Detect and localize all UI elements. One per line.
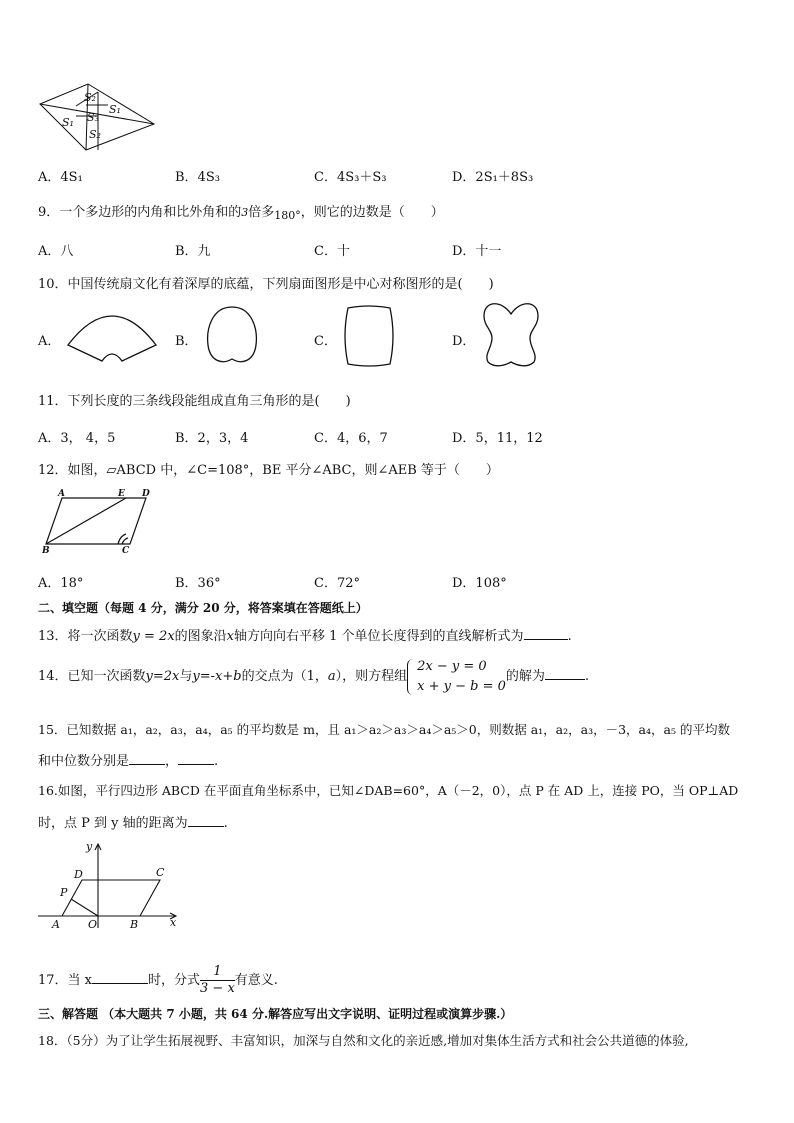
q12-label-b: B (42, 546, 50, 554)
q8-label-s2-bottom: S₂ (89, 128, 101, 141)
q16-text-a: 时，点 P 到 y 轴的距离为 (38, 816, 188, 831)
q17-frac-num: 1 (200, 964, 235, 981)
fan-shape-a-icon (64, 305, 160, 367)
q16-label-d: D (74, 868, 83, 881)
q13-question (38, 625, 572, 644)
q13-text-a: 13．将一次函数 (38, 629, 133, 644)
q14-eq2: x + y − b = 0 (417, 678, 506, 694)
q11-option-b[interactable]: B．2，3，4 (175, 431, 249, 446)
q13-text-d: . (567, 629, 572, 644)
q8-figure (36, 80, 158, 154)
q15-line1: 15．已知数据 a₁，a₂，a₃，a₄，a₅ 的平均数是 m，且 a₁＞a₂＞a₃＞a₄＞a₅＞0，则数据 a₁，a₂，a₃，－3，a₄，a₅ 的平均数 (38, 722, 730, 737)
q8-option-c[interactable]: C．4S₃＋S₃ (314, 170, 387, 185)
q10-option-a[interactable]: A． (38, 334, 61, 349)
q13-formula: y = 2x (132, 629, 175, 644)
q16-line2 (38, 812, 228, 831)
q14-f2: y=-x+b (192, 669, 242, 684)
q16-label-x: x (170, 916, 177, 929)
q12-question: 12．如图，▱ABCD 中，∠C=108°，BE 平分∠ABC，则∠AEB 等于（ ） (38, 463, 499, 478)
q9-option-b[interactable]: B．九 (175, 244, 211, 259)
section-2-heading: 二、填空题（每题 4 分，满分 20 分，将答案填在答题纸上） (38, 601, 368, 615)
q14-text-f: . (584, 669, 590, 684)
q12-option-c[interactable]: C．72° (314, 576, 360, 591)
q15-text-c: . (214, 754, 219, 769)
fan-shape-b-icon (204, 303, 260, 367)
q16-label-p: P (60, 886, 68, 899)
q14-answer-blank[interactable] (545, 667, 585, 680)
q17-text-c: 有意义. (234, 973, 278, 988)
q16-label-b: B (130, 918, 139, 930)
q16-answer-blank[interactable] (188, 814, 224, 827)
q14-f1: y=2x (145, 669, 180, 684)
q9-text-b: 倍多 (248, 205, 275, 220)
q14-text-a: 14．已知一次函数 (38, 669, 146, 684)
q16-label-o: O (88, 918, 98, 930)
q10-option-d[interactable]: D． (452, 334, 476, 349)
q12-option-d[interactable]: D．108° (452, 576, 507, 591)
q16-label-c: C (156, 866, 165, 879)
q8-option-a[interactable]: A．4S₁ (38, 170, 83, 185)
q16-label-a: A (52, 918, 60, 930)
q12-label-e: E (118, 489, 125, 499)
q9-text-a: 9．一个多边形的内角和比外角和的 (38, 205, 242, 220)
q14-text-d: ），则方程组 (335, 669, 408, 684)
q13-text-b: 的图象沿 (174, 629, 227, 644)
q15-text-a: 和中位数分别是 (38, 754, 130, 769)
q8-option-d[interactable]: D．2S₁＋8S₃ (452, 170, 534, 185)
q12-label-d: D (142, 489, 150, 499)
q14-var-a: a (327, 669, 336, 684)
q13-text-c: 轴方向向右平移 1 个单位长度得到的直线解析式为 (234, 629, 524, 644)
q8-label-s3: S₃ (87, 111, 99, 124)
q17-question (38, 964, 278, 997)
q15-text-b: ， (165, 754, 179, 769)
q14-text-c: 的交点为（1， (241, 669, 328, 684)
q11-option-c[interactable]: C．4，6，7 (314, 431, 388, 446)
q18-question: 18．（5分）为了让学生拓展视野、丰富知识，加深与自然和文化的亲近感,增加对集体生活方式和社会公共道德的体验, (38, 1033, 689, 1048)
q10-option-c[interactable]: C． (314, 334, 337, 349)
q14-equation-system (407, 657, 506, 697)
q10-question: 10．中国传统扇文化有着深厚的底蕴，下列扇面图形是中心对称图形的是( ) (38, 277, 494, 292)
q17-fraction (200, 964, 235, 997)
q9-text-c: ，则它的边数是（ ） (300, 205, 444, 220)
q14-question (38, 655, 589, 699)
q12-label-a: A (58, 489, 65, 499)
q8-option-b[interactable]: B．4S₃ (175, 170, 220, 185)
fan-shape-d-icon (478, 300, 544, 370)
q12-label-c: C (122, 546, 130, 554)
q9-option-c[interactable]: C．十 (314, 244, 350, 259)
q15-line2 (38, 750, 218, 769)
q13-var-x: x (226, 629, 235, 644)
q12-parallelogram-figure (38, 488, 156, 554)
q11-question: 11．下列长度的三条线段能组成直角三角形的是( ) (38, 394, 351, 409)
q14-text-b: 与 (179, 669, 193, 684)
q17-text-b: 时，分式 (148, 973, 201, 988)
q16-line1: 16.如图，平行四边形 ABCD 在平面直角坐标系中，已知∠DAB=60°，A（－2，0），点 P 在 AD 上，连接 PO，当 OP⊥AD (38, 783, 739, 798)
q9-option-a[interactable]: A．八 (38, 244, 74, 259)
q17-answer-blank[interactable] (92, 971, 148, 984)
q17-frac-den: 3 − x (200, 981, 235, 996)
q12-option-b[interactable]: B．36° (175, 576, 221, 591)
q8-label-s1-left: S₁ (62, 116, 74, 129)
q10-option-b[interactable]: B． (175, 334, 198, 349)
q13-answer-blank[interactable] (524, 627, 568, 640)
q14-eq1: 2x − y = 0 (417, 658, 487, 674)
fan-shape-c-icon (340, 304, 398, 368)
q9-option-d[interactable]: D．十一 (452, 244, 502, 259)
q8-label-s2-top: S₂ (84, 91, 96, 104)
q16-label-y: y (86, 840, 93, 853)
q9-question (38, 201, 444, 220)
q11-option-a[interactable]: A．3， 4，5 (38, 431, 116, 446)
q14-text-e: 的解为 (505, 669, 545, 684)
q11-option-d[interactable]: D．5，11，12 (452, 431, 543, 446)
q16-coordinate-figure (36, 838, 186, 930)
q12-option-a[interactable]: A．18° (38, 576, 84, 591)
q15-answer-blank-mean[interactable] (129, 752, 165, 765)
section-3-heading: 三、解答题 （本大题共 7 小题，共 64 分.解答应写出文字说明、证明过程或演算步骤.） (38, 1007, 513, 1021)
q9-num-180: 180° (274, 209, 301, 222)
q15-answer-blank-median[interactable] (178, 752, 214, 765)
q8-label-s1-right: S₁ (109, 103, 121, 116)
q9-num-3: 3 (241, 206, 249, 219)
q16-text-b: . (223, 816, 228, 831)
q17-text-a: 17．当 x (38, 973, 93, 988)
